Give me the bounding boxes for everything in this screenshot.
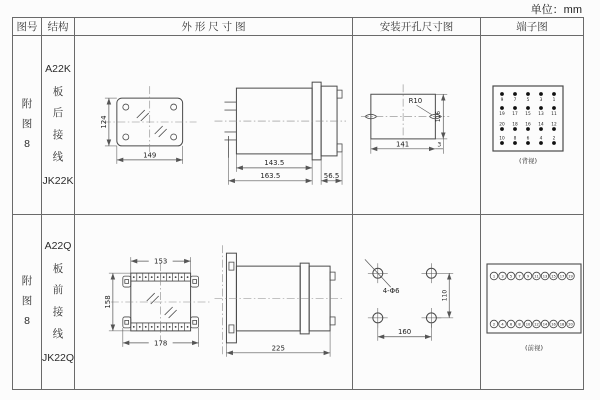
- svg-text:15: 15: [551, 274, 556, 279]
- terminal-cell-a22q: [481, 215, 583, 389]
- terminal-drawing-a22k: [481, 36, 583, 215]
- mounting-cell-a22k: [353, 36, 481, 215]
- terminal-view-label-a22k: (背视): [518, 156, 538, 165]
- svg-text:13: 13: [538, 111, 544, 117]
- dim-side-len-a22q: 225: [271, 344, 285, 353]
- dim-height-a22k: 116: [434, 110, 442, 122]
- svg-text:12: 12: [551, 122, 557, 127]
- svg-text:16: 16: [525, 122, 531, 127]
- dim-front-width-a22k: 149: [143, 150, 157, 159]
- svg-text:8: 8: [518, 322, 521, 327]
- svg-text:5: 5: [509, 274, 513, 279]
- model-bottom-a22q: JK22Q: [42, 352, 75, 365]
- front-view-a22q: [104, 257, 211, 347]
- header-fig-no-label: 图号: [16, 21, 38, 33]
- header-outline: [75, 18, 353, 36]
- dim-side-len1-a22k: 143.5: [264, 158, 285, 167]
- svg-text:2: 2: [492, 322, 496, 327]
- svg-text:10: 10: [525, 322, 531, 327]
- side-view-a22q: [214, 245, 342, 357]
- outline-cell-a22q: [75, 215, 353, 389]
- side-view-a22k: [214, 82, 346, 185]
- terminal-view-label-a22q: (前视): [524, 344, 544, 352]
- structure-cell-a22k: [42, 36, 75, 215]
- header-mounting: [353, 18, 481, 36]
- mounting-hole-a22k: [361, 84, 449, 153]
- model-top-a22q: A22Q: [44, 239, 72, 252]
- svg-text:1: 1: [492, 274, 496, 279]
- svg-text:19: 19: [568, 274, 573, 279]
- dim-side-len3-a22k: 56.5: [323, 171, 340, 180]
- header-outline-label: 外 形 尺 寸 图: [181, 21, 246, 33]
- svg-text:17: 17: [559, 274, 565, 279]
- terminal-drawing-a22q: [481, 215, 583, 389]
- svg-text:18: 18: [512, 122, 518, 127]
- svg-text:1: 1: [552, 97, 556, 103]
- svg-text:8: 8: [513, 136, 517, 141]
- fig-no-a22k: 附图8: [21, 98, 33, 150]
- svg-text:19: 19: [499, 111, 505, 117]
- model-bottom-a22k: JK22K: [42, 175, 74, 188]
- svg-text:9: 9: [500, 97, 504, 103]
- svg-text:20: 20: [499, 122, 505, 127]
- svg-text:2: 2: [552, 136, 556, 141]
- dim-holes-a22q: 4-Φ6: [382, 287, 400, 296]
- svg-text:6: 6: [509, 322, 513, 327]
- header-structure: [42, 18, 75, 36]
- mounting-cell-a22q: [353, 215, 481, 389]
- svg-text:6: 6: [526, 136, 530, 141]
- unit-label: 单位：mm: [530, 4, 582, 16]
- svg-text:11: 11: [551, 111, 557, 117]
- front-view-a22k: [100, 86, 197, 164]
- svg-text:14: 14: [538, 122, 544, 127]
- svg-text:4: 4: [501, 322, 504, 327]
- dim-front-width-a22q: 178: [154, 339, 168, 348]
- header-terminal-label: 端子图: [516, 21, 548, 33]
- header-structure-label: 结构: [47, 21, 69, 33]
- svg-text:20: 20: [568, 322, 573, 327]
- svg-text:10: 10: [499, 136, 505, 141]
- dimension-table: [12, 17, 584, 390]
- outline-cell-a22k: [75, 36, 353, 215]
- terminal-grid-q: [490, 272, 574, 328]
- header-fig-no: [13, 18, 42, 36]
- outline-drawing-a22k: [75, 36, 352, 215]
- mounting-drawing-a22k: [353, 36, 480, 215]
- svg-text:5: 5: [526, 97, 530, 103]
- dim-offset-a22k: 3: [437, 140, 442, 148]
- structure-cell-a22q: [42, 215, 75, 389]
- dim-front-height-a22q: 158: [103, 295, 112, 309]
- svg-text:11: 11: [534, 274, 539, 279]
- dim-radius-a22k: R10: [408, 96, 423, 105]
- svg-text:13: 13: [542, 274, 548, 279]
- wiring-a22q: 板前接线: [52, 262, 64, 340]
- model-top-a22k: A22K: [45, 62, 71, 75]
- svg-text:7: 7: [518, 274, 521, 279]
- svg-text:3: 3: [539, 97, 543, 103]
- svg-text:15: 15: [525, 111, 531, 117]
- terminal-grid-k: [499, 92, 557, 145]
- svg-text:14: 14: [542, 322, 548, 327]
- outline-drawing-a22q: [75, 215, 352, 389]
- dim-width-a22k: 141: [395, 139, 410, 148]
- fig-no-cell-a22q: [13, 215, 42, 389]
- svg-text:3: 3: [501, 274, 504, 279]
- mounting-holes-a22q: [365, 259, 453, 340]
- dim-height-a22q: 110: [441, 289, 449, 302]
- svg-text:4: 4: [539, 136, 543, 141]
- svg-text:16: 16: [551, 322, 556, 327]
- mounting-drawing-a22q: [353, 215, 480, 389]
- header-terminal: [481, 18, 583, 36]
- dim-front-height-a22k: 124: [99, 114, 108, 129]
- svg-text:7: 7: [513, 97, 517, 103]
- header-mounting-label: 安装开孔尺寸图: [379, 21, 454, 33]
- fig-no-cell-a22k: [13, 36, 42, 215]
- fig-no-a22q: 附图8: [21, 275, 33, 327]
- dim-front-top-width-a22q: 153: [154, 257, 168, 266]
- svg-text:12: 12: [534, 322, 539, 327]
- dim-width-a22q: 160: [397, 328, 412, 337]
- svg-text:9: 9: [526, 274, 530, 279]
- terminal-cell-a22k: [481, 36, 583, 215]
- svg-text:17: 17: [512, 111, 518, 117]
- wiring-a22k: 板后接线: [52, 85, 64, 163]
- svg-text:18: 18: [559, 322, 565, 327]
- dim-side-len2-a22k: 163.5: [260, 171, 281, 180]
